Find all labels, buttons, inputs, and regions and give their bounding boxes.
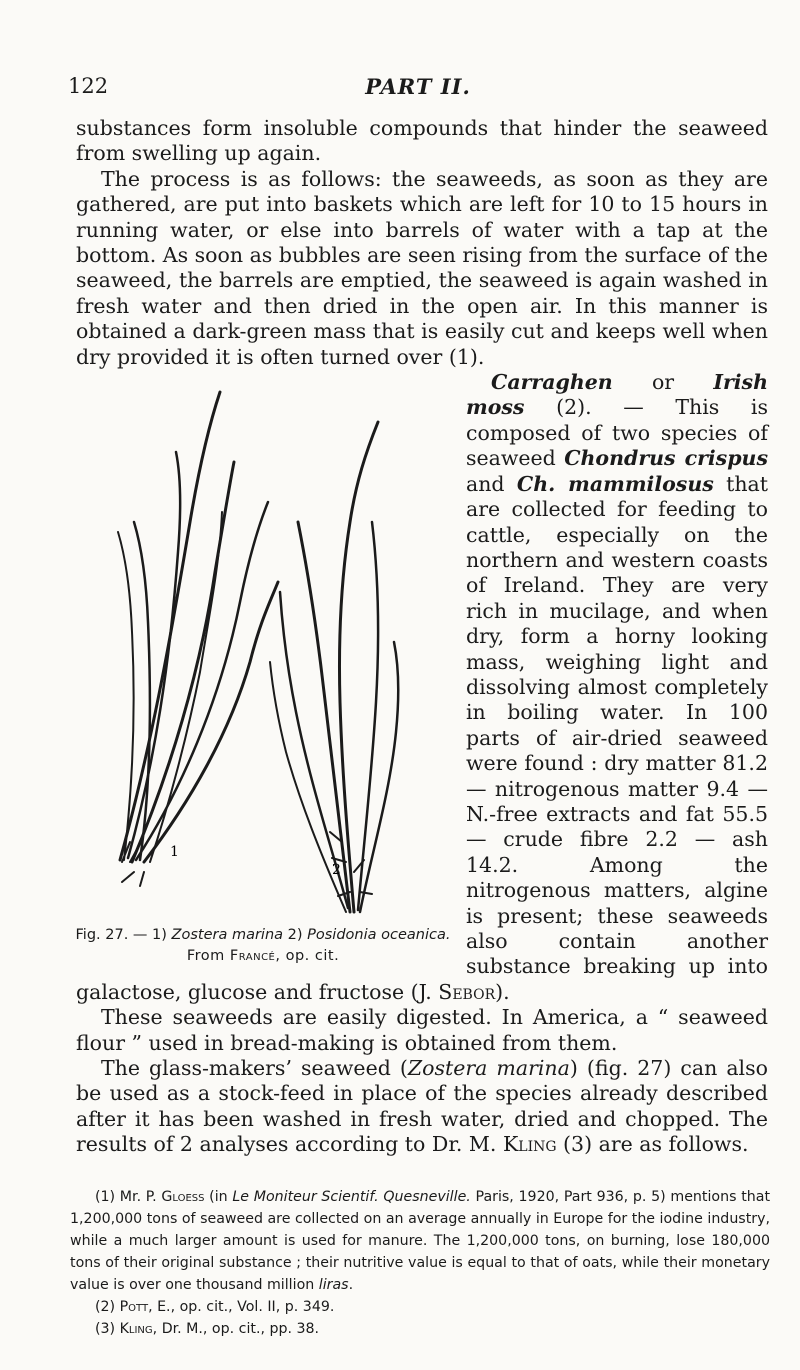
caption-source-name: Francé, <box>229 948 281 965</box>
seaweed-illustration <box>110 372 400 922</box>
author-name: Sebor <box>438 979 496 1004</box>
caption-prefix: Fig. 27. — 1) <box>75 927 172 944</box>
caption-species-1: Zostera marina <box>171 927 284 944</box>
author-name: Kling <box>119 1321 153 1337</box>
text-run: (in <box>204 1189 233 1205</box>
author-name: Pott <box>119 1299 149 1315</box>
species-name: Chondrus crispus <box>564 446 768 471</box>
caption-source-suffix: op. cit. <box>280 948 340 965</box>
paragraph <box>76 167 768 370</box>
text-run: . <box>348 1277 354 1293</box>
term: Irish moss <box>466 370 768 420</box>
text-run: that are collected for feeding to cattle, especially on the northern and western coasts of Ireland. They are very rich in mucilage, and when dry, form a horny looking mass, weighing light and dissolving almost completely in boiling water. In 100 parts of air-dried seaweed were found : dry matter 81.2 — nitrogenous matter 9.4 — N.-free extracts and fat 55.5 — crude fibre 2.2 — ash 14.2. Among the nitrogenous matters, algine is present; these seaweeds also contain another substance breaking up into galactose, glucose and fructose (J. <box>76 471 768 1004</box>
caption-line-2 <box>68 946 458 967</box>
caption-source-prefix: From <box>186 948 230 965</box>
journal-name: Le Moniteur Scientif. Quesneville. <box>232 1189 471 1205</box>
paragraph <box>76 1056 768 1158</box>
text-run: or <box>612 370 714 395</box>
text-run: , E., op. cit., Vol. II, p. 349. <box>148 1299 335 1315</box>
text-run: (1) Mr. P. <box>95 1189 162 1205</box>
footnote-3 <box>70 1318 770 1340</box>
figure-label-2: 2 <box>332 862 341 879</box>
footnotes <box>70 1186 770 1340</box>
text-run: (3) <box>95 1321 120 1337</box>
text-run: , Dr. M., op. cit., pp. 38. <box>152 1321 320 1337</box>
text-run: and <box>466 471 517 496</box>
page-number: 122 <box>68 74 109 98</box>
species-name: Zostera marina <box>407 1056 570 1081</box>
page-header <box>68 74 768 104</box>
text-run: Paris, 1920, Part 936, p. 5) mentions that 1,200,000 tons of seaweed are collected on an average annually in Europe for the iodine industry, while a much larger amount is used for manure. The 1,200,000 tons, on burning, lose 180,000 tons of their original substance ; their nutritive value is equal to that of oats, while their monetary value is over one thousand million <box>70 1189 771 1293</box>
figure-label-1: 1 <box>170 844 179 861</box>
figure <box>76 372 458 972</box>
paragraph: These seaweeds are easily digested. In America, a “ seaweed flour ” used in bread-making is obtained from them. <box>76 1005 768 1055</box>
footnote-1 <box>70 1186 770 1296</box>
text-run: (3) are as follows. <box>556 1132 749 1157</box>
caption-line-1 <box>68 925 458 946</box>
paragraph: substances form insoluble compounds that hinder the seaweed from swelling up again. <box>76 116 768 166</box>
caption-mid: 2) <box>283 927 308 944</box>
paragraph-text: The process is as follows: the seaweeds, as soon as they are gathered, are put into baskets which are left for 10 to 15 hours in running water, or else into barrels of water with a tap at the bottom. As soon as bubbles are seen rising from the surface of the seaweed, the barrels are emptied, the seaweed is again washed in fresh water and then dried in the open air. In this manner is obtained a dark-green mass that is easily cut and keeps well when dry provided it is often turned over (1). <box>76 166 768 369</box>
text-run: The glass-makers’ seaweed ( <box>101 1056 408 1081</box>
species-name: Ch. mammilosus <box>516 471 714 496</box>
figure-caption <box>68 925 458 967</box>
footnote-2 <box>70 1296 770 1318</box>
currency-word: liras <box>318 1277 349 1293</box>
text-run: (2) <box>95 1299 120 1315</box>
text-run: ). <box>495 979 510 1004</box>
text-run: ) (fig. 27) can also be used as a stock-feed in place of the species already described after it has been washed in fresh water, dried and chopped. The results of 2 analyses according to Dr. M. <box>76 1056 768 1157</box>
term: Carraghen <box>491 370 613 395</box>
caption-species-2: Posidonia oceanica. <box>307 927 451 944</box>
author-name: Kling <box>502 1132 557 1157</box>
body-text <box>76 116 768 1158</box>
text-run: (2). — This is composed of two species of seaweed <box>466 395 768 471</box>
author-name: Gloess <box>161 1189 205 1205</box>
running-title: PART II. <box>365 74 471 99</box>
